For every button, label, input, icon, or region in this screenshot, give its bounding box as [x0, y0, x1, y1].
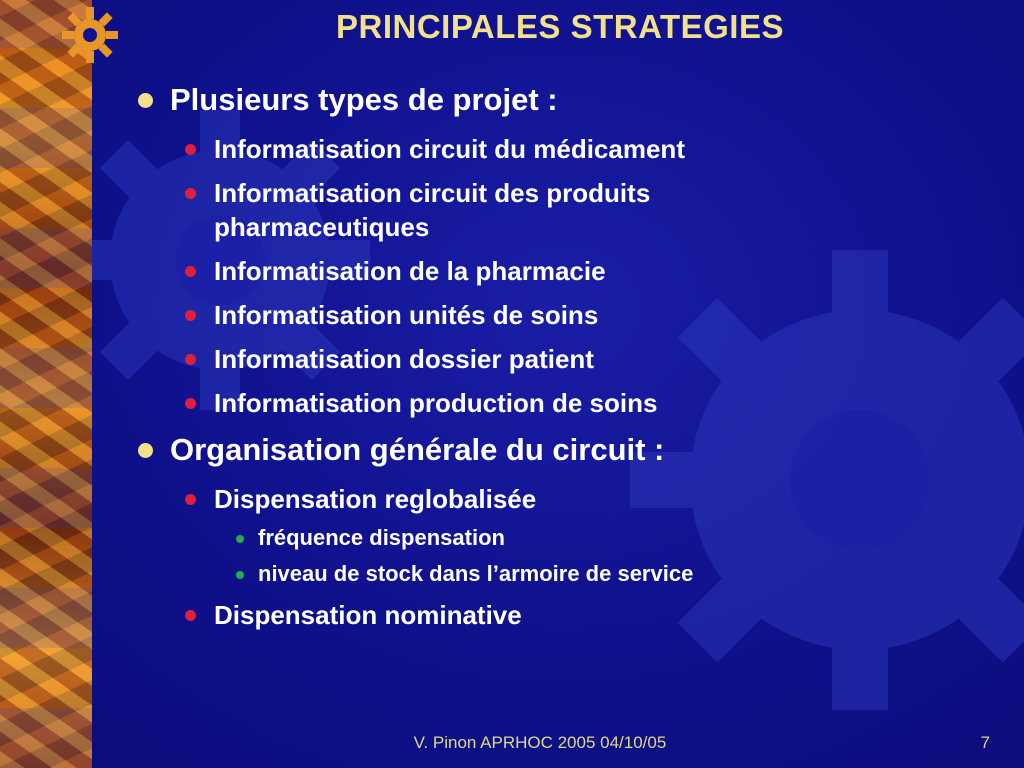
bullet-level2 [182, 482, 950, 516]
bullet-text: Informatisation de la pharmacie [214, 256, 606, 286]
bullet-text: Organisation générale du circuit : [170, 432, 665, 467]
bullet-text: Informatisation dossier patient [214, 344, 594, 374]
bullet-level2 [182, 386, 950, 420]
bullet-level2 [182, 176, 950, 244]
footer-text: V. Pinon APRHOC 2005 04/10/05 [413, 733, 667, 752]
bullet-dot-icon [185, 310, 196, 321]
bullet-dot-icon [185, 610, 196, 621]
bullet-dot-icon [236, 571, 244, 579]
bullet-level2 [182, 254, 950, 288]
slide-title: PRINCIPALES STRATEGIES [336, 8, 784, 45]
bullet-dot-icon [185, 494, 196, 505]
bullet-level1 [130, 428, 950, 472]
bullet-level3 [230, 524, 950, 552]
bullet-text: Dispensation reglobalisée [214, 484, 537, 514]
bullet-text: Plusieurs types de projet : [170, 82, 558, 117]
bullet-dot-icon [185, 398, 196, 409]
bullet-text: fréquence dispensation [258, 525, 505, 550]
bullet-list [130, 78, 950, 636]
bullet-dot-icon [236, 535, 244, 543]
bullet-text: Informatisation circuit du médicament [214, 134, 685, 164]
bullet-text: niveau de stock dans l’armoire de service [258, 561, 694, 586]
bullet-level2 [182, 342, 950, 376]
bullet-dot-icon [138, 443, 153, 458]
bullet-text: Dispensation nominative [214, 600, 522, 630]
bullet-dot-icon [185, 266, 196, 277]
bullet-level2 [182, 598, 950, 632]
left-decorative-strip [0, 0, 92, 768]
bullet-text: Informatisation production de soins [214, 388, 658, 418]
gear-icon [60, 5, 120, 65]
page-number: 7 [980, 733, 990, 752]
bullet-text: Informatisation unités de soins [214, 300, 599, 330]
bullet-dot-icon [185, 354, 196, 365]
bullet-dot-icon [138, 93, 153, 108]
bullet-level1 [130, 78, 950, 122]
bullet-level3 [230, 560, 950, 588]
bullet-level2 [182, 132, 950, 166]
bullet-dot-icon [185, 188, 196, 199]
bullet-level2 [182, 298, 950, 332]
bullet-text: Informatisation circuit des produits pharmaceutiques [214, 178, 651, 242]
bullet-dot-icon [185, 144, 196, 155]
